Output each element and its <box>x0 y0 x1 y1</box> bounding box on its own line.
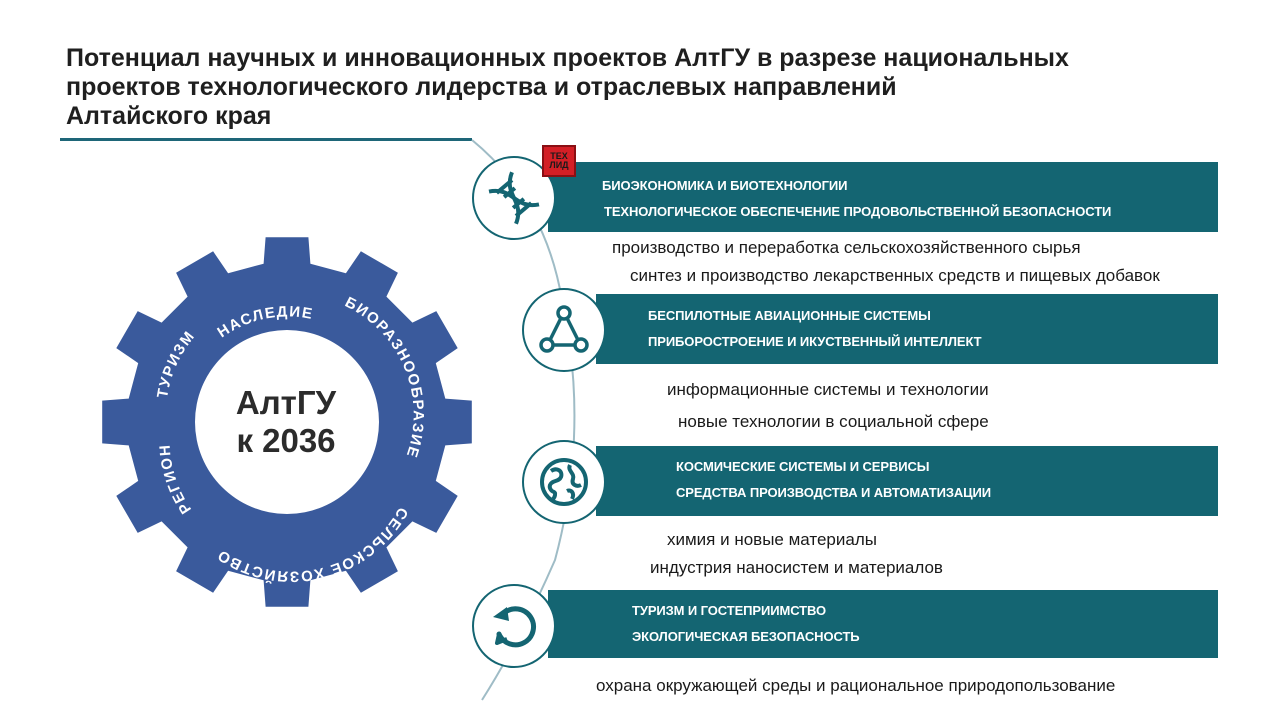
gear-label-biodiversity: БИОРАЗНООБРАЗИЕ <box>342 293 427 461</box>
badge-line-1: ТЕХ <box>550 151 568 161</box>
gear-label-tourism: ТУРИЗМ <box>154 327 199 400</box>
band-tourism <box>548 590 1218 658</box>
band-uav-line-1: БЕСПИЛОТНЫЕ АВИАЦИОННЫЕ СИСТЕМЫ <box>648 308 931 323</box>
row-4-icon-circle <box>472 584 556 668</box>
row-1-sub-1: производство и переработка сельскохозяйственного сырья <box>612 238 1081 257</box>
band-tourism-line-1: ТУРИЗМ И ГОСТЕПРИИМСТВО <box>632 603 826 618</box>
title-line-3: Алтайского края <box>66 102 272 130</box>
band-space-line-1: КОСМИЧЕСКИЕ СИСТЕМЫ И СЕРВИСЫ <box>676 459 930 474</box>
row-2-sub-2: новые технологии в социальной сфере <box>678 412 989 431</box>
dna-icon <box>487 171 541 225</box>
gear-label-region: РЕГИОН <box>156 442 195 517</box>
row-3-sub-1: химия и новые материалы <box>667 530 877 549</box>
band-space <box>596 446 1218 516</box>
gear-center-label <box>200 384 372 460</box>
badge-line-2: ЛИД <box>549 160 569 170</box>
band-bioeconomy-line-2: ТЕХНОЛОГИЧЕСКОЕ ОБЕСПЕЧЕНИЕ ПРОДОВОЛЬСТВЕННОЙ БЕЗОПАСНОСТИ <box>604 204 1112 219</box>
band-space-line-2: СРЕДСТВА ПРОИЗВОДСТВА И АВТОМАТИЗАЦИИ <box>676 485 992 500</box>
band-bioeconomy-line-1: БИОЭКОНОМИКА И БИОТЕХНОЛОГИИ <box>602 178 848 193</box>
row-3-icon-circle <box>522 440 606 524</box>
row-2-icon-circle <box>522 288 606 372</box>
center-label-line-2: к 2036 <box>236 422 336 459</box>
title-line-2: проектов технологического лидерства и отраслевых направлений <box>66 73 897 101</box>
network-triangle-icon <box>537 303 591 357</box>
center-label-line-1: АлтГУ <box>235 384 337 421</box>
band-bioeconomy <box>548 162 1218 232</box>
band-uav <box>596 294 1218 364</box>
techlead-badge <box>542 145 576 177</box>
row-4-sub-1: охрана окружающей среды и рациональное природопользование <box>596 676 1116 695</box>
recycle-circle-icon <box>487 599 541 653</box>
globe-icon <box>537 455 591 509</box>
band-uav-line-2: ПРИБОРОСТРОЕНИЕ И ИКУСТВЕННЫЙ ИНТЕЛЛЕКТ <box>648 334 982 349</box>
band-tourism-line-2: ЭКОЛОГИЧЕСКАЯ БЕЗОПАСНОСТЬ <box>632 629 860 644</box>
gear-label-agriculture: СЕЛЬСКОЕ ХОЗЯЙСТВО <box>213 504 412 585</box>
row-3-sub-2: индустрия наносистем и материалов <box>650 558 943 577</box>
gear-label-heritage: НАСЛЕДИЕ <box>214 303 315 342</box>
title-line-1: Потенциал научных и инновационных проектов АлтГУ в разрезе национальных <box>66 44 1069 72</box>
row-2-sub-1: информационные системы и технологии <box>667 380 989 399</box>
row-1-sub-2: синтез и производство лекарственных средств и пищевых добавок <box>630 266 1160 285</box>
